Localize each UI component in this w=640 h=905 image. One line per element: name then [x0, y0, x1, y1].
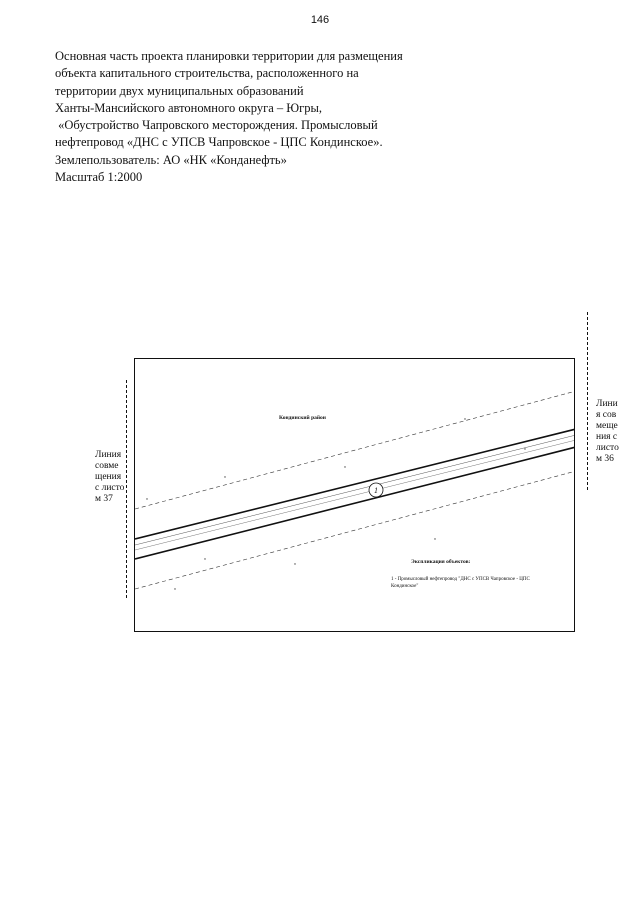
match-line-right-label: Линия совмещения с листом 36	[596, 399, 619, 464]
map-dot	[294, 563, 295, 564]
legend-title: Экспликация объектов:	[411, 559, 471, 565]
pipeline-axis-1	[135, 435, 575, 545]
page-number: 146	[310, 14, 330, 26]
boundary-dashed-upper	[135, 391, 575, 509]
scale-line: Масштаб 1:2000	[55, 170, 143, 185]
header-line: Землепользователь: АО «НК «Конданефть»	[55, 152, 287, 167]
header-line: «Обустройство Чапровского месторождения. Промысловый	[55, 118, 378, 133]
map-dot	[344, 466, 345, 467]
corridor-line-upper	[135, 429, 575, 539]
header-line: Основная часть проекта планировки территории для размещения	[55, 49, 403, 63]
map-dot	[524, 448, 525, 449]
map-frame	[134, 358, 575, 632]
header-line: нефтепровод «ДНС с УПСВ Чапровское - ЦПС Кондинское».	[55, 135, 383, 150]
header-line: территории двух муниципальных образований	[55, 83, 304, 98]
match-line-left	[126, 380, 127, 598]
pipeline-axis-2	[135, 440, 575, 550]
legend-item: 1 - Промысловый нефтепровод "ДНС с УПСВ Чапровское - ЦПС Кондинское"	[391, 577, 530, 589]
corridor-line-lower	[135, 447, 575, 559]
map-dot	[204, 558, 205, 559]
header-line: объекта капитального строительства, расположенного на	[55, 66, 359, 81]
map-dot	[434, 538, 435, 539]
map-drawing	[135, 359, 575, 632]
district-label: Кондинский район	[279, 415, 326, 421]
header-line: Ханты-Мансийского автономного округа – Югры,	[55, 100, 323, 115]
object-marker-number: 1	[374, 486, 378, 495]
boundary-dashed-lower	[135, 471, 575, 589]
match-line-right	[587, 312, 588, 490]
map-dot	[224, 476, 225, 477]
match-line-left-label: Линия совмещения с листом 37	[95, 450, 125, 504]
document-header	[55, 48, 455, 186]
map-dot	[174, 588, 175, 589]
map-dot	[464, 418, 465, 419]
map-dot	[146, 498, 147, 499]
